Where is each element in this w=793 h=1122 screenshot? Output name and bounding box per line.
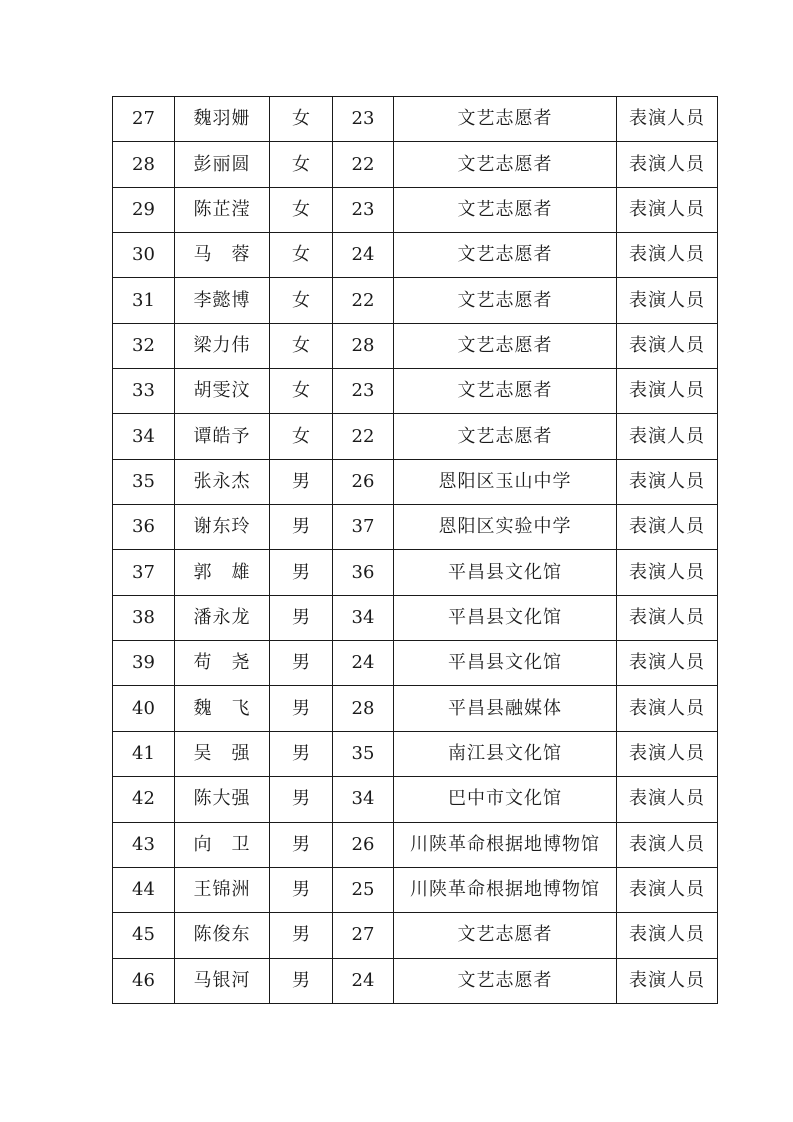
person-name-cell: 潘永龙 [175, 595, 270, 640]
work-unit-cell: 文艺志愿者 [394, 187, 617, 232]
age-cell: 24 [333, 958, 394, 1003]
roster-table [112, 96, 718, 1004]
person-name-cell: 胡雯汶 [175, 369, 270, 414]
age-cell: 36 [333, 550, 394, 595]
row-number-cell: 40 [113, 686, 175, 731]
gender-cell: 女 [270, 369, 333, 414]
work-unit-cell: 平昌县文化馆 [394, 595, 617, 640]
gender-cell: 女 [270, 142, 333, 187]
role-cell: 表演人员 [617, 505, 718, 550]
row-number-cell: 36 [113, 505, 175, 550]
work-unit-cell: 文艺志愿者 [394, 97, 617, 142]
row-number-cell: 31 [113, 278, 175, 323]
role-cell: 表演人员 [617, 187, 718, 232]
role-cell: 表演人员 [617, 414, 718, 459]
row-number-cell: 43 [113, 822, 175, 867]
table-row [113, 641, 718, 686]
row-number-cell: 46 [113, 958, 175, 1003]
person-name-cell: 张永杰 [175, 459, 270, 504]
table-row [113, 550, 718, 595]
role-cell: 表演人员 [617, 550, 718, 595]
age-cell: 22 [333, 278, 394, 323]
role-cell: 表演人员 [617, 958, 718, 1003]
role-cell: 表演人员 [617, 278, 718, 323]
age-cell: 23 [333, 97, 394, 142]
row-number-cell: 27 [113, 97, 175, 142]
row-number-cell: 44 [113, 867, 175, 912]
gender-cell: 女 [270, 414, 333, 459]
gender-cell: 男 [270, 686, 333, 731]
role-cell: 表演人员 [617, 595, 718, 640]
table-row [113, 731, 718, 776]
age-cell: 25 [333, 867, 394, 912]
row-number-cell: 34 [113, 414, 175, 459]
work-unit-cell: 文艺志愿者 [394, 278, 617, 323]
gender-cell: 男 [270, 913, 333, 958]
work-unit-cell: 恩阳区实验中学 [394, 505, 617, 550]
person-name-cell: 李懿博 [175, 278, 270, 323]
role-cell: 表演人员 [617, 731, 718, 776]
person-name-cell: 马 蓉 [175, 233, 270, 278]
gender-cell: 男 [270, 550, 333, 595]
work-unit-cell: 文艺志愿者 [394, 323, 617, 368]
work-unit-cell: 文艺志愿者 [394, 958, 617, 1003]
person-name-cell: 陈芷滢 [175, 187, 270, 232]
row-number-cell: 29 [113, 187, 175, 232]
table-row [113, 142, 718, 187]
table-row [113, 777, 718, 822]
work-unit-cell: 文艺志愿者 [394, 369, 617, 414]
age-cell: 24 [333, 641, 394, 686]
person-name-cell: 陈俊东 [175, 913, 270, 958]
age-cell: 28 [333, 686, 394, 731]
role-cell: 表演人员 [617, 323, 718, 368]
table-row [113, 323, 718, 368]
person-name-cell: 向 卫 [175, 822, 270, 867]
work-unit-cell: 南江县文化馆 [394, 731, 617, 776]
table-row [113, 822, 718, 867]
age-cell: 27 [333, 913, 394, 958]
table-row [113, 369, 718, 414]
gender-cell: 男 [270, 731, 333, 776]
gender-cell: 男 [270, 641, 333, 686]
age-cell: 23 [333, 369, 394, 414]
row-number-cell: 38 [113, 595, 175, 640]
gender-cell: 男 [270, 822, 333, 867]
age-cell: 23 [333, 187, 394, 232]
row-number-cell: 39 [113, 641, 175, 686]
work-unit-cell: 平昌县融媒体 [394, 686, 617, 731]
table-row [113, 459, 718, 504]
person-name-cell: 王锦洲 [175, 867, 270, 912]
role-cell: 表演人员 [617, 142, 718, 187]
table-row [113, 187, 718, 232]
gender-cell: 男 [270, 459, 333, 504]
row-number-cell: 33 [113, 369, 175, 414]
row-number-cell: 35 [113, 459, 175, 504]
role-cell: 表演人员 [617, 369, 718, 414]
table-row [113, 595, 718, 640]
age-cell: 26 [333, 822, 394, 867]
role-cell: 表演人员 [617, 777, 718, 822]
row-number-cell: 30 [113, 233, 175, 278]
gender-cell: 男 [270, 595, 333, 640]
age-cell: 22 [333, 414, 394, 459]
person-name-cell: 陈大强 [175, 777, 270, 822]
role-cell: 表演人员 [617, 459, 718, 504]
roster-body [113, 97, 718, 1004]
work-unit-cell: 平昌县文化馆 [394, 550, 617, 595]
age-cell: 34 [333, 595, 394, 640]
work-unit-cell: 文艺志愿者 [394, 142, 617, 187]
work-unit-cell: 文艺志愿者 [394, 414, 617, 459]
row-number-cell: 42 [113, 777, 175, 822]
age-cell: 24 [333, 233, 394, 278]
row-number-cell: 45 [113, 913, 175, 958]
table-row [113, 278, 718, 323]
gender-cell: 男 [270, 867, 333, 912]
row-number-cell: 32 [113, 323, 175, 368]
table-row [113, 958, 718, 1003]
person-name-cell: 梁力伟 [175, 323, 270, 368]
row-number-cell: 41 [113, 731, 175, 776]
person-name-cell: 吴 强 [175, 731, 270, 776]
gender-cell: 男 [270, 958, 333, 1003]
person-name-cell: 苟 尧 [175, 641, 270, 686]
table-row [113, 233, 718, 278]
person-name-cell: 谢东玲 [175, 505, 270, 550]
gender-cell: 女 [270, 278, 333, 323]
gender-cell: 女 [270, 187, 333, 232]
gender-cell: 女 [270, 323, 333, 368]
role-cell: 表演人员 [617, 822, 718, 867]
table-row [113, 686, 718, 731]
role-cell: 表演人员 [617, 867, 718, 912]
role-cell: 表演人员 [617, 686, 718, 731]
row-number-cell: 37 [113, 550, 175, 595]
work-unit-cell: 巴中市文化馆 [394, 777, 617, 822]
role-cell: 表演人员 [617, 641, 718, 686]
age-cell: 26 [333, 459, 394, 504]
table-row [113, 913, 718, 958]
person-name-cell: 魏 飞 [175, 686, 270, 731]
gender-cell: 女 [270, 97, 333, 142]
age-cell: 35 [333, 731, 394, 776]
gender-cell: 女 [270, 233, 333, 278]
person-name-cell: 魏羽姗 [175, 97, 270, 142]
person-name-cell: 谭皓予 [175, 414, 270, 459]
work-unit-cell: 文艺志愿者 [394, 233, 617, 278]
gender-cell: 男 [270, 505, 333, 550]
role-cell: 表演人员 [617, 913, 718, 958]
table-row [113, 867, 718, 912]
table-row [113, 505, 718, 550]
table-row [113, 97, 718, 142]
row-number-cell: 28 [113, 142, 175, 187]
age-cell: 37 [333, 505, 394, 550]
gender-cell: 男 [270, 777, 333, 822]
person-name-cell: 郭 雄 [175, 550, 270, 595]
age-cell: 22 [333, 142, 394, 187]
role-cell: 表演人员 [617, 233, 718, 278]
person-name-cell: 马银河 [175, 958, 270, 1003]
table-row [113, 414, 718, 459]
work-unit-cell: 恩阳区玉山中学 [394, 459, 617, 504]
work-unit-cell: 平昌县文化馆 [394, 641, 617, 686]
age-cell: 28 [333, 323, 394, 368]
role-cell: 表演人员 [617, 97, 718, 142]
work-unit-cell: 川陕革命根据地博物馆 [394, 867, 617, 912]
age-cell: 34 [333, 777, 394, 822]
work-unit-cell: 文艺志愿者 [394, 913, 617, 958]
work-unit-cell: 川陕革命根据地博物馆 [394, 822, 617, 867]
person-name-cell: 彭丽圆 [175, 142, 270, 187]
